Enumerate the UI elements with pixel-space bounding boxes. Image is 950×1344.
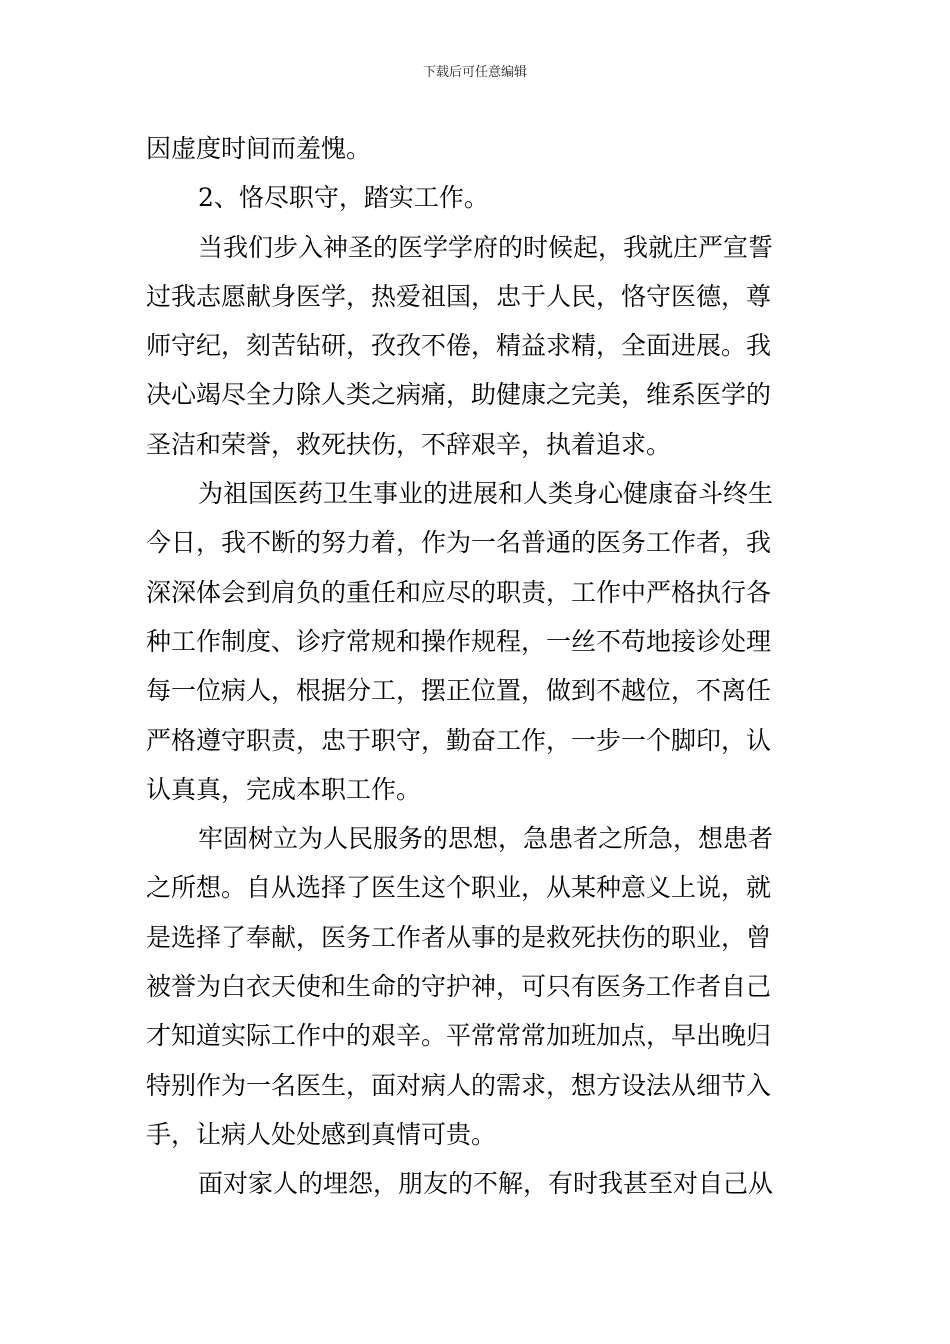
document-body [146,124,810,1209]
text-line: 被誉为白衣天使和生命的守护神，可只有医务工作者自己 [146,972,772,1002]
text-line: 师守纪，刻苦钻研，孜孜不倦，精益求精，全面进展。我 [146,331,772,361]
text-line: 手，让病人处处感到真情可贵。 [146,1119,497,1149]
text-line: 决心竭尽全力除人类之病痛，助健康之完美，维系医学的 [146,380,772,410]
text-line: 为祖国医药卫生事业的进展和人类身心健康奋斗终生 [198,479,774,509]
text-line: 之所想。自从选择了医生这个职业，从某种意义上说，就 [146,873,772,903]
text-line: 牢固树立为人民服务的思想，急患者之所急，想患者 [198,824,774,854]
text-line: 特别作为一名医生，面对病人的需求，想方设法从细节入 [146,1070,772,1100]
text-line: 每一位病人，根据分工，摆正位置，做到不越位，不离任 [146,676,772,706]
text-line: 面对家人的埋怨，朋友的不解，有时我甚至对自己从 [198,1169,774,1199]
text-line: 种工作制度、诊疗常规和操作规程，一丝不苟地接诊处理 [146,626,772,656]
text-line: 当我们步入神圣的医学学府的时候起，我就庄严宣誓 [198,232,774,262]
page-header: 下载后可任意编辑 [422,65,527,80]
text-line: 过我志愿献身医学，热爱祖国，忠于人民，恪守医德，尊 [146,281,772,311]
text-line: 2、恪尽职守，踏实工作。 [198,183,489,213]
text-line: 严格遵守职责，忠于职守，勤奋工作，一步一个脚印，认 [146,725,772,755]
text-line: 因虚度时间而羞愧。 [146,134,372,163]
text-line: 深深体会到肩负的重任和应尽的职责，工作中严格执行各 [146,577,772,607]
text-line: 认真真，完成本职工作。 [146,774,422,804]
text-line: 才知道实际工作中的艰辛。平常常常加班加点，早出晚归 [146,1021,772,1051]
text-line: 圣洁和荣誉，救死扶伤，不辞艰辛，执着追求。 [146,429,672,459]
text-line: 是选择了奉献，医务工作者从事的是救死扶伤的职业，曾 [146,922,772,952]
text-line: 今日，我不断的努力着，作为一名普通的医务工作者，我 [146,528,772,558]
